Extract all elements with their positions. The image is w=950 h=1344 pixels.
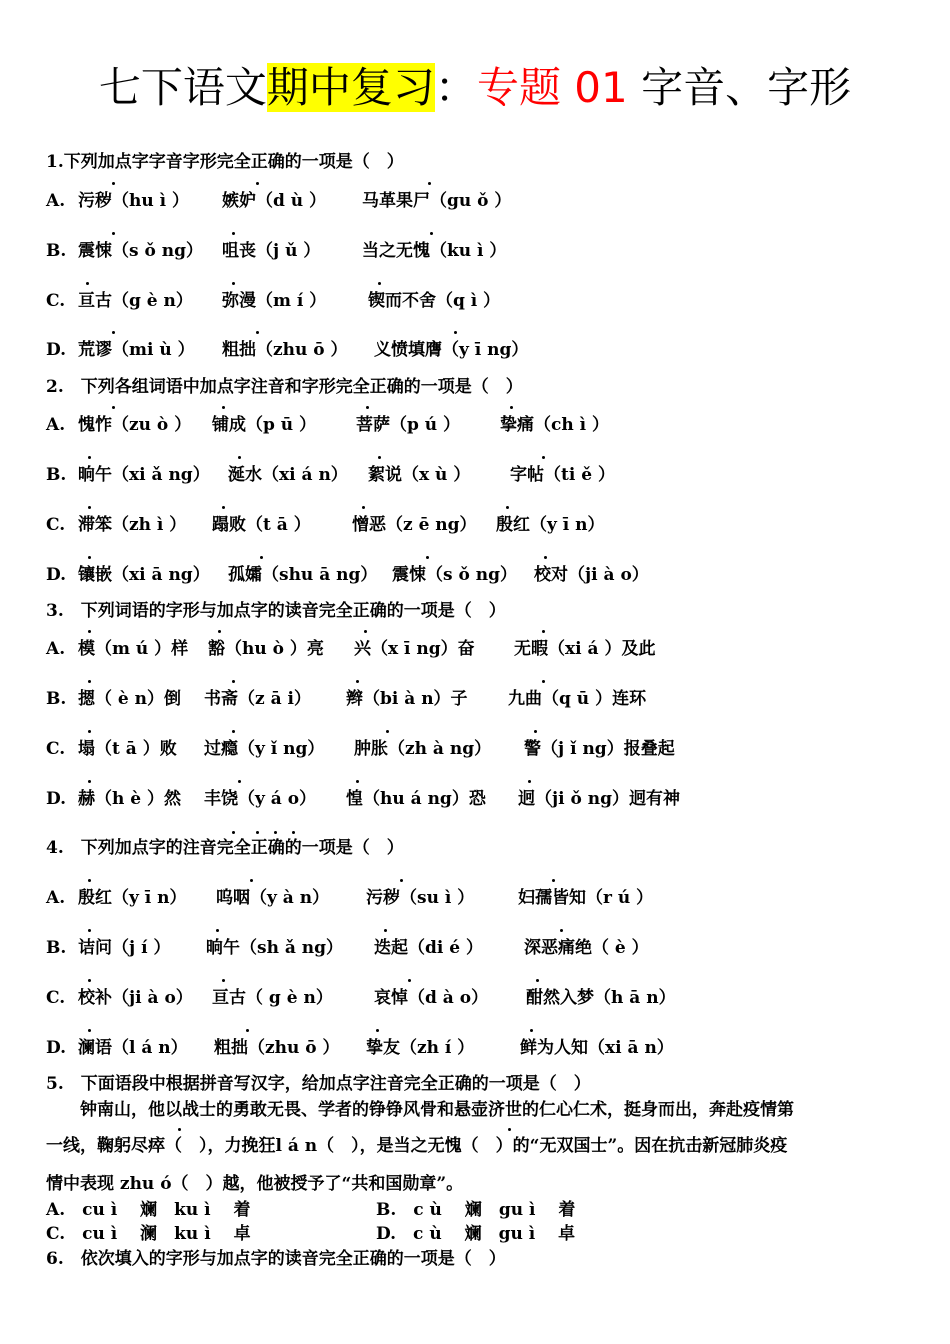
emphasis-dot <box>88 506 91 509</box>
emphasis-dot <box>232 730 235 733</box>
emphasis-dot <box>246 1029 249 1032</box>
emphasis-dot <box>292 831 295 834</box>
emphasis-dot <box>506 506 509 509</box>
title-red: 专题 01 <box>476 63 628 112</box>
q5-option-a: A. cu ì 斓 ku ì 着 <box>46 1200 251 1220</box>
emphasis-dot <box>364 630 367 633</box>
emphasis-dot <box>112 406 115 409</box>
emphasis-dot <box>222 406 225 409</box>
emphasis-dot <box>356 780 359 783</box>
title-part3: 字音、字形 <box>627 63 852 112</box>
emphasis-dot <box>256 331 259 334</box>
emphasis-dot <box>112 331 115 334</box>
q5-paragraph-line3: 情中表现 zhu ó（ ）越，他被授予了“共和国勋章”。 <box>46 1174 464 1194</box>
emphasis-dot <box>454 331 457 334</box>
emphasis-dot <box>238 780 241 783</box>
emphasis-dot <box>88 730 91 733</box>
emphasis-dot <box>232 282 235 285</box>
emphasis-dot <box>88 456 91 459</box>
emphasis-dot <box>218 630 221 633</box>
q5-option-b: B. c ù 斓 gu ì 着 <box>376 1200 576 1220</box>
emphasis-dot <box>232 680 235 683</box>
emphasis-dot <box>88 780 91 783</box>
emphasis-dot <box>232 831 235 834</box>
emphasis-dot <box>256 831 259 834</box>
emphasis-dot <box>542 680 545 683</box>
emphasis-dot <box>400 879 403 882</box>
emphasis-dot <box>274 831 277 834</box>
emphasis-dot <box>238 456 241 459</box>
emphasis-dot <box>216 929 219 932</box>
q1-stem: 1.下列加点字字音字形完全正确的一项是（ ） <box>46 152 404 172</box>
emphasis-dot <box>530 1029 533 1032</box>
title-highlight: 期中复习 <box>266 63 435 112</box>
emphasis-dot <box>366 406 369 409</box>
q5-option-d: D. c ù 斓 gu ì 卓 <box>376 1224 576 1244</box>
emphasis-dot <box>222 979 225 982</box>
emphasis-dot <box>222 506 225 509</box>
emphasis-dot <box>88 680 91 683</box>
q3-stem: 3. 下列词语的字形与加点字的读音完全正确的一项是（ ） <box>46 601 506 621</box>
title-part2: ： <box>434 63 477 112</box>
q2-stem: 2. 下列各组词语中加点字注音和字形完全正确的一项是（ ） <box>46 377 523 397</box>
emphasis-dot <box>88 1029 91 1032</box>
emphasis-dot <box>232 232 235 235</box>
emphasis-dot <box>384 929 387 932</box>
emphasis-dot <box>88 979 91 982</box>
emphasis-dot <box>428 182 431 185</box>
emphasis-dot <box>362 506 365 509</box>
emphasis-dot <box>560 929 563 932</box>
q5-stem: 5. 下面语段中根据拼音写汉字，给加点字注音完全正确的一项是（ ） <box>46 1074 591 1094</box>
emphasis-dot <box>378 282 381 285</box>
emphasis-dot <box>250 879 253 882</box>
emphasis-dot <box>356 680 359 683</box>
q4-stem: 4. 下列加点字的注音完全正确的一项是（ ） <box>46 838 404 858</box>
emphasis-dot <box>528 780 531 783</box>
emphasis-dot <box>86 282 89 285</box>
emphasis-dot <box>542 456 545 459</box>
emphasis-dot <box>408 979 411 982</box>
emphasis-dot <box>510 406 513 409</box>
emphasis-dot <box>178 1128 181 1131</box>
emphasis-dot <box>112 182 115 185</box>
emphasis-dot <box>88 879 91 882</box>
emphasis-dot <box>260 556 263 559</box>
q5-option-c: C. cu ì 澜 ku ì 卓 <box>46 1224 251 1244</box>
emphasis-dot <box>536 979 539 982</box>
emphasis-dot <box>88 556 91 559</box>
emphasis-dot <box>542 630 545 633</box>
page-title <box>0 56 950 120</box>
q5-paragraph-line2: 一线，鞠躬尽瘁（ ），力挽狂l á n（ ），是当之无愧（ ）的“无双国士”。因在抗击新冠肺炎疫 <box>46 1136 788 1156</box>
emphasis-dot <box>544 556 547 559</box>
emphasis-dot <box>426 556 429 559</box>
emphasis-dot <box>552 879 555 882</box>
emphasis-dot <box>430 232 433 235</box>
emphasis-dot <box>386 730 389 733</box>
emphasis-dot <box>112 232 115 235</box>
q5-paragraph-line1: 钟南山，他以战士的勇敢无畏、学者的铮铮风骨和悬壶济世的仁心仁术，挺身而出，奔赴疫情第 <box>80 1100 794 1120</box>
q6-stem: 6. 依次填入的字形与加点字的读音完全正确的一项是（ ） <box>46 1249 506 1269</box>
emphasis-dot <box>376 1029 379 1032</box>
emphasis-dot <box>378 456 381 459</box>
emphasis-dot <box>534 730 537 733</box>
emphasis-dot <box>88 630 91 633</box>
title-part1: 七下语文 <box>98 63 267 112</box>
emphasis-dot <box>508 1128 511 1131</box>
emphasis-dot <box>88 929 91 932</box>
emphasis-dot <box>256 182 259 185</box>
